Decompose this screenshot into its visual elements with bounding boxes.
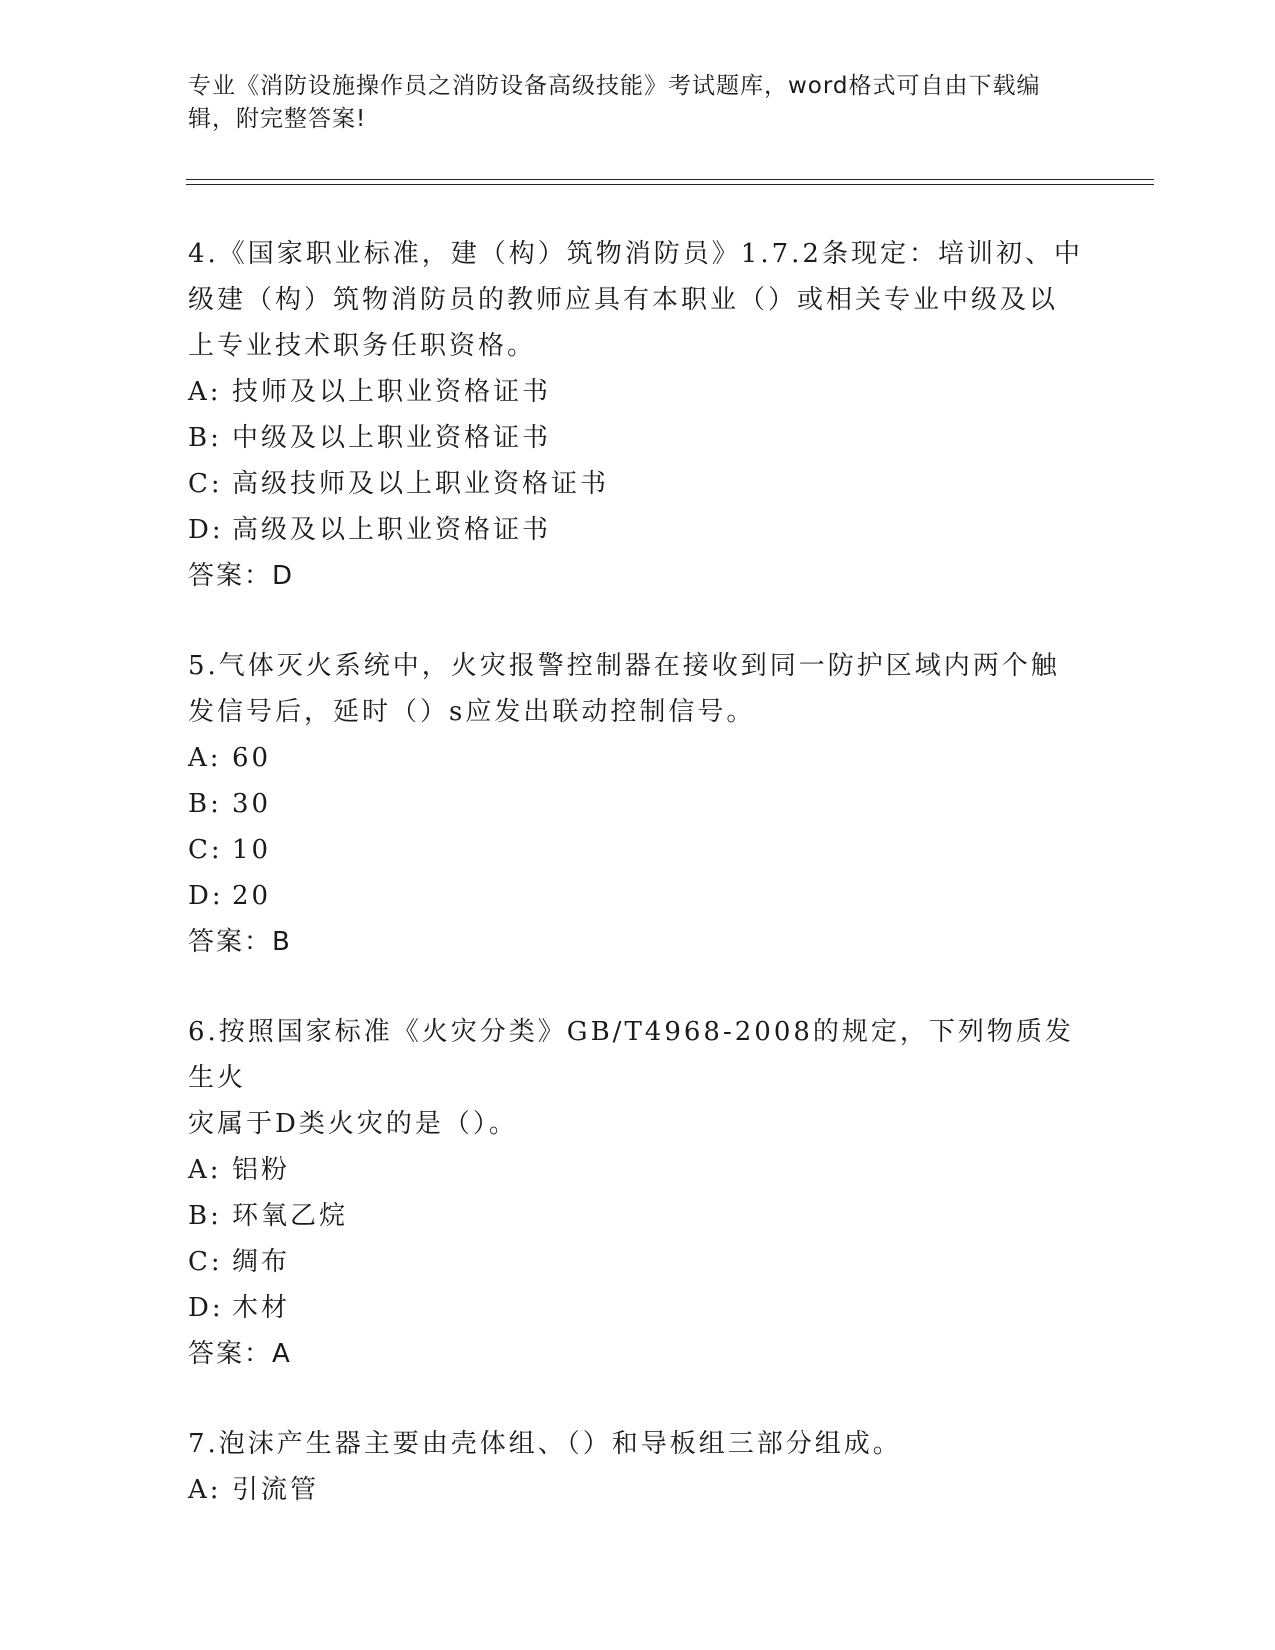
answer-text: 答案：B xyxy=(188,927,292,957)
option-text: 铝粉 xyxy=(232,1155,291,1185)
option-text: 木材 xyxy=(232,1293,291,1323)
option-b xyxy=(188,781,1088,827)
question-text-line: 级建（构）筑物消防员的教师应具有本职业（）或相关专业中级及以 xyxy=(188,285,1059,315)
option-b xyxy=(188,1193,1088,1239)
option-a xyxy=(188,1467,1088,1513)
question-text-line: 5.气体灭火系统中，火灾报警控制器在接收到同一防护区域内两个触 xyxy=(188,651,1060,681)
option-c xyxy=(188,827,1088,873)
answer-text: 答案：A xyxy=(188,1339,292,1369)
option-text: 引流管 xyxy=(232,1475,320,1505)
question-7 xyxy=(188,1421,1088,1513)
option-text: 60 xyxy=(232,743,272,773)
option-a xyxy=(188,1147,1088,1193)
header-divider-top xyxy=(186,179,1154,180)
question-text-line: 灾属于D类火灾的是（）。 xyxy=(188,1109,518,1139)
option-c xyxy=(188,461,1088,507)
option-label: C: xyxy=(188,469,223,499)
option-label: A: xyxy=(188,743,222,773)
option-label: C: xyxy=(188,835,223,865)
option-text: 高级技师及以上职业资格证书 xyxy=(232,469,610,499)
option-label: D: xyxy=(188,1293,224,1323)
option-label: D: xyxy=(188,515,224,545)
option-label: A: xyxy=(188,377,222,407)
question-list xyxy=(188,231,1088,1557)
option-text: 绸布 xyxy=(232,1247,291,1277)
option-a xyxy=(188,369,1088,415)
option-label: C: xyxy=(188,1247,223,1277)
option-text: 高级及以上职业资格证书 xyxy=(232,515,552,545)
option-text: 技师及以上职业资格证书 xyxy=(232,377,552,407)
question-5 xyxy=(188,643,1088,965)
option-d xyxy=(188,873,1088,919)
option-b xyxy=(188,415,1088,461)
option-label: B: xyxy=(188,423,222,453)
question-6 xyxy=(188,1009,1088,1377)
option-label: D: xyxy=(188,881,224,911)
question-text-line: 6.按照国家标准《火灾分类》GB/T4968-2008的规定，下列物质发生火 xyxy=(188,1017,1074,1093)
option-label: A: xyxy=(188,1475,222,1505)
header-line-1: 专业《消防设施操作员之消防设备高级技能》考试题库，word格式可自由下载编 xyxy=(188,73,1041,99)
option-label: B: xyxy=(188,1201,222,1231)
question-text-line: 上专业技术职务任职资格。 xyxy=(188,331,537,361)
question-text-line: 4.《国家职业标准，建（构）筑物消防员》1.7.2条现定：培训初、中 xyxy=(188,239,1083,269)
option-c xyxy=(188,1239,1088,1285)
question-4 xyxy=(188,231,1088,599)
option-text: 环氧乙烷 xyxy=(232,1201,349,1231)
option-label: B: xyxy=(188,789,222,819)
header-line-2: 辑，附完整答案! xyxy=(188,106,367,132)
header-divider-bottom xyxy=(186,184,1154,185)
question-text-line: 7.泡沫产生器主要由壳体组、（）和导板组三部分组成。 xyxy=(188,1429,902,1459)
option-text: 中级及以上职业资格证书 xyxy=(232,423,552,453)
option-text: 30 xyxy=(232,789,272,819)
option-d xyxy=(188,1285,1088,1331)
document-header xyxy=(188,70,1088,136)
option-a xyxy=(188,735,1088,781)
question-text-line: 发信号后，延时（）s应发出联动控制信号。 xyxy=(188,697,756,727)
answer-text: 答案：D xyxy=(188,561,295,591)
option-d xyxy=(188,507,1088,553)
option-label: A: xyxy=(188,1155,222,1185)
option-text: 20 xyxy=(232,881,272,911)
option-text: 10 xyxy=(232,835,272,865)
